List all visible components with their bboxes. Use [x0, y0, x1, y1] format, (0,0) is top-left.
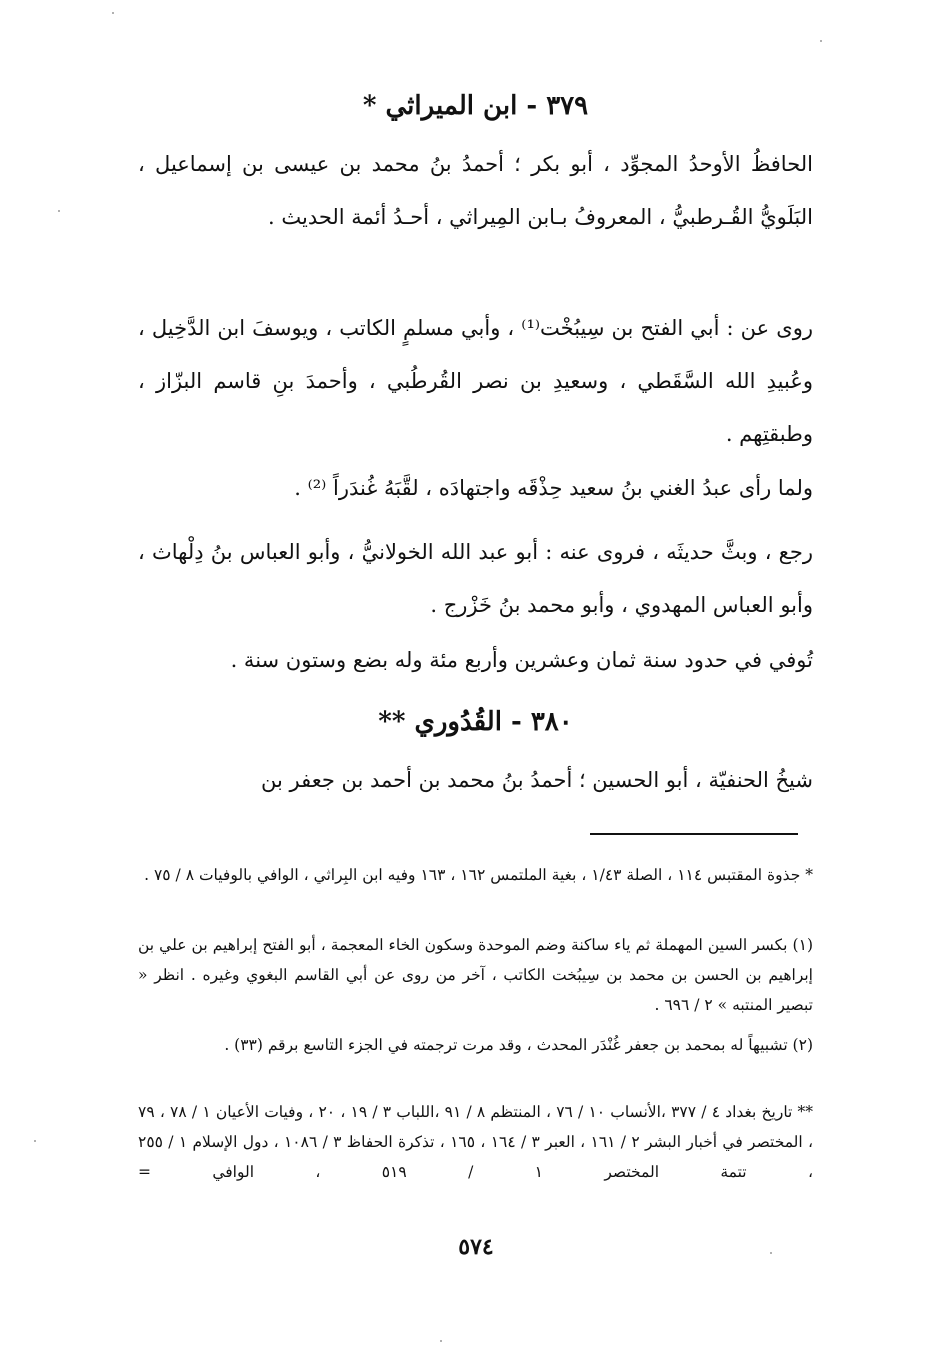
scan-speck: [770, 1252, 772, 1254]
entry-title-379: ٣٧٩ - ابن الميراثي *: [362, 91, 589, 121]
entry-379-paragraph-5: تُوفي في حدود سنة ثمان وعشرين وأربع مئة وله بضع وستون سنة .: [230, 648, 813, 672]
entry-title-380: ٣٨٠ - القُدُوري **: [378, 707, 573, 737]
entry-379-paragraph-1: الحافظُ الأوحدُ المجوِّد ، أبو بكر ؛ أحمدُ بنُ محمد بن عيسى بن إسماعيل ، البَلَويُّ القُـرطبيُّ ، المعروفُ بـابن المِيراثي ، أحـدُ أئمة الحديث .: [138, 152, 813, 229]
footnote-1: (١) بكسر السين المهملة ثم ياء ساكنة وضم الموحدة وسكون الخاء المعجمة ، أبو الفتح إبراهيم بن علي بن إبراهيم بن الحسن بن محمد بن سِيبُخت الكاتب ، آخر من روى عن أبي القاسم البغوي وغيره . انظر « تبصير المنتبه » ٢ / ٦٩٦ .: [138, 936, 813, 1014]
entry-379-paragraph-3: ولما رأى عبدُ الغني بنُ سعيد حِذْقَه واجتهادَه ، لقَّبَهُ غُندَراً ⁽²⁾ .: [294, 476, 813, 500]
entry-379-paragraph-4: رجع ، وبثَّ حديثَه ، فروى عنه : أبو عبد الله الخولانيُّ ، وأبو العباس بنُ دِلْهاث ، وأبو العباس المهدوي ، وأبو محمد بنُ خَزْرج .: [138, 540, 813, 617]
footnote-sources-380: ** تاريخ بغداد ٤ / ٣٧٧ ،الأنساب ١٠ / ٧٦ ، المنتظم ٨ / ٩١ ،اللباب ٣ / ١٩ ، ٢٠ ، وفيات الأعيان ١ / ٧٨ ، ٧٩ ، المختصر في أخبار البشر ٢ / ١٦١ ، العبر ٣ / ١٦٤ ، ١٦٥ ، تذكرة الحفاظ ٣ / ١٠٨٦ ، دول الإسلام ١ / ٢٥٥ ، تتمة المختصر ١ / ٥١٩ ، الوافي =: [138, 1103, 814, 1181]
entry-379-paragraph-2: روى عن : أبي الفتح بن سِيبُخْت⁽¹⁾ ، وأبي مسلمٍ الكاتب ، ويوسفَ ابن الدَّخِيل ، وعُبيدِ الله السَّقَطي ، وسعيدِ بن نصر القُرطُبي ، وأحمدَ بنِ قاسم البزّاز ، وطبقتِهم .: [138, 316, 813, 446]
scan-speck: [112, 12, 114, 14]
page-number: ٥٧٤: [458, 1234, 494, 1260]
scan-speck: [34, 1140, 36, 1142]
scan-speck: [58, 210, 60, 212]
scan-speck: [820, 40, 822, 42]
footnote-separator: [590, 833, 798, 835]
footnote-2: (٢) تشبيهاً له بمحمد بن جعفر غُنْدَر المحدث ، وقد مرت ترجمته في الجزء التاسع برقم (٣٣) .: [224, 1036, 813, 1054]
entry-380-paragraph-1: شيخُ الحنفيّة ، أبو الحسين ؛ أحمدُ بنُ محمد بن أحمد بن جعفر بن: [260, 768, 813, 792]
scan-speck: [440, 1340, 442, 1342]
footnote-sources-379: * جذوة المقتبس ١١٤ ، الصلة ١/٤٣ ، بغية الملتمس ١٦٢ ، ١٦٣ وفيه ابن البِراثي ، الوافي بالوفيات ٨ / ٧٥ .: [144, 866, 813, 884]
